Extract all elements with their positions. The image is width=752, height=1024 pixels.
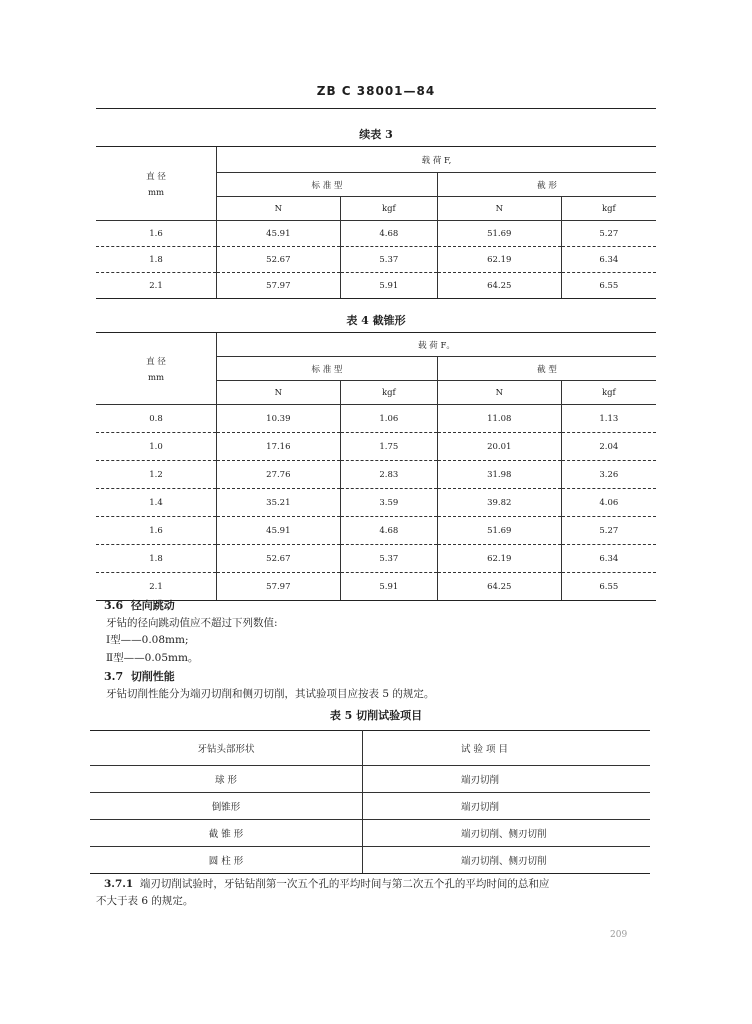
- table-header-row: [90, 731, 650, 766]
- section-3-6-line2: Ⅰ型——0.08mm;: [106, 634, 189, 646]
- cell: 1.6: [96, 517, 217, 545]
- table3-load-header: 载 荷 F,: [217, 147, 657, 173]
- cell: 1.4: [96, 489, 217, 517]
- cell: 57.97: [217, 273, 341, 299]
- section-number: 3.7.1: [104, 878, 134, 890]
- table-row: [96, 273, 656, 299]
- cell: 倒锥形: [90, 793, 363, 820]
- table4-diameter-header: [96, 333, 217, 405]
- cell: 1.8: [96, 545, 217, 573]
- table-row: [96, 433, 656, 461]
- cell: 6.34: [561, 545, 656, 573]
- cell: 5.37: [340, 247, 437, 273]
- unit-kgf: kgf: [340, 381, 437, 405]
- cell: 1.06: [340, 405, 437, 433]
- cell: 2.1: [96, 573, 217, 601]
- cell: 6.34: [561, 247, 656, 273]
- section-number: 3.7: [104, 670, 124, 683]
- paragraph-text: 端刃切削试验时，牙钻钻削第一次五个孔的平均时间与第二次五个孔的平均时间的总和应: [139, 878, 550, 890]
- cell: 6.55: [561, 573, 656, 601]
- table5: [90, 730, 650, 874]
- table-row: [96, 517, 656, 545]
- table5-shape-header: 牙钻头部形状: [90, 731, 363, 766]
- cell: 5.27: [561, 517, 656, 545]
- table-row: [96, 573, 656, 601]
- cell: 圆 柱 形: [90, 847, 363, 874]
- table-row: [96, 247, 656, 273]
- cell: 1.75: [340, 433, 437, 461]
- diameter-label: 直 径: [146, 171, 166, 182]
- cell: 5.37: [340, 545, 437, 573]
- cell: 3.59: [340, 489, 437, 517]
- header-rule: [96, 108, 656, 109]
- cell: 4.68: [340, 221, 437, 247]
- table3-standard-header: 标 准 型: [217, 173, 438, 197]
- table-row: [90, 847, 650, 874]
- cell: 1.2: [96, 461, 217, 489]
- cell: 1.8: [96, 247, 217, 273]
- cell: 0.8: [96, 405, 217, 433]
- table-row: [90, 793, 650, 820]
- table-row: [96, 461, 656, 489]
- cell: 6.55: [561, 273, 656, 299]
- cell: 17.16: [217, 433, 341, 461]
- unit-label: mm: [147, 372, 165, 383]
- cell: 4.68: [340, 517, 437, 545]
- cell: 3.26: [561, 461, 656, 489]
- cell: 1.6: [96, 221, 217, 247]
- cell: 51.69: [437, 221, 561, 247]
- cell: 5.27: [561, 221, 656, 247]
- section-number: 3.6: [104, 599, 124, 612]
- unit-kgf: kgf: [561, 381, 656, 405]
- table3-caption: 续表 3: [359, 128, 393, 141]
- cell: 5.91: [340, 573, 437, 601]
- cell: 1.13: [561, 405, 656, 433]
- cell: 52.67: [217, 545, 341, 573]
- table-row: [96, 405, 656, 433]
- cell: 62.19: [437, 247, 561, 273]
- table3-diameter-header: [96, 147, 217, 221]
- cell: 球 形: [90, 766, 363, 793]
- page-number: 209: [610, 930, 628, 940]
- cell: 10.39: [217, 405, 341, 433]
- cell: 45.91: [217, 517, 341, 545]
- cell: 39.82: [437, 489, 561, 517]
- unit-kgf: kgf: [340, 197, 437, 221]
- cell: 62.19: [437, 545, 561, 573]
- cell: 52.67: [217, 247, 341, 273]
- unit-n: N: [437, 381, 561, 405]
- cell: 2.83: [340, 461, 437, 489]
- table4-standard-header: 标 准 型: [217, 357, 438, 381]
- diameter-label: 直 径: [146, 356, 166, 367]
- table4-load-header: 载 荷 F。: [217, 333, 657, 357]
- table4: [96, 332, 656, 601]
- table3-cut-header: 截 形: [437, 173, 656, 197]
- table3: [96, 146, 656, 299]
- table-row: [96, 221, 656, 247]
- section-title: 切削性能: [130, 670, 175, 683]
- cell: 截 锥 形: [90, 820, 363, 847]
- cell: 35.21: [217, 489, 341, 517]
- cell: 端刃切削、侧刃切削: [363, 820, 651, 847]
- section-3-7-1-line1: [104, 876, 549, 891]
- table4-caption: 表 4 截锥形: [346, 314, 406, 327]
- section-3-7-line1: 牙钻切削性能分为端刃切削和侧刃切削，其试验项目应按表 5 的规定。: [106, 688, 435, 700]
- table-row: [96, 489, 656, 517]
- section-3-6-line3: Ⅱ型——0.05mm。: [106, 652, 199, 664]
- section-title: 径向跳动: [130, 599, 175, 612]
- cell: 端刃切削: [363, 766, 651, 793]
- section-3-7-1-line2: 不大于表 6 的规定。: [96, 895, 194, 907]
- table-row: [90, 820, 650, 847]
- cell: 11.08: [437, 405, 561, 433]
- unit-label: mm: [147, 187, 165, 198]
- table5-items-header: 试 验 项 目: [363, 731, 651, 766]
- cell: 64.25: [437, 273, 561, 299]
- standard-number: ZB C 38001—84: [316, 84, 436, 98]
- cell: 64.25: [437, 573, 561, 601]
- section-3-6-heading: [104, 597, 175, 613]
- cell: 51.69: [437, 517, 561, 545]
- cell: 端刃切削、侧刃切削: [363, 847, 651, 874]
- cell: 1.0: [96, 433, 217, 461]
- cell: 端刃切削: [363, 793, 651, 820]
- cell: 4.06: [561, 489, 656, 517]
- unit-n: N: [437, 197, 561, 221]
- unit-kgf: kgf: [561, 197, 656, 221]
- unit-n: N: [217, 381, 341, 405]
- section-3-7-heading: [104, 668, 175, 684]
- cell: 31.98: [437, 461, 561, 489]
- table-row: [90, 766, 650, 793]
- cell: 27.76: [217, 461, 341, 489]
- cell: 2.1: [96, 273, 217, 299]
- table5-caption: 表 5 切削试验项目: [329, 709, 423, 722]
- cell: 2.04: [561, 433, 656, 461]
- table4-cut-header: 截 型: [437, 357, 656, 381]
- cell: 20.01: [437, 433, 561, 461]
- cell: 5.91: [340, 273, 437, 299]
- section-3-6-line1: 牙钻的径向跳动值应不超过下列数值:: [106, 617, 278, 629]
- cell: 45.91: [217, 221, 341, 247]
- unit-n: N: [217, 197, 341, 221]
- table-row: [96, 545, 656, 573]
- cell: 57.97: [217, 573, 341, 601]
